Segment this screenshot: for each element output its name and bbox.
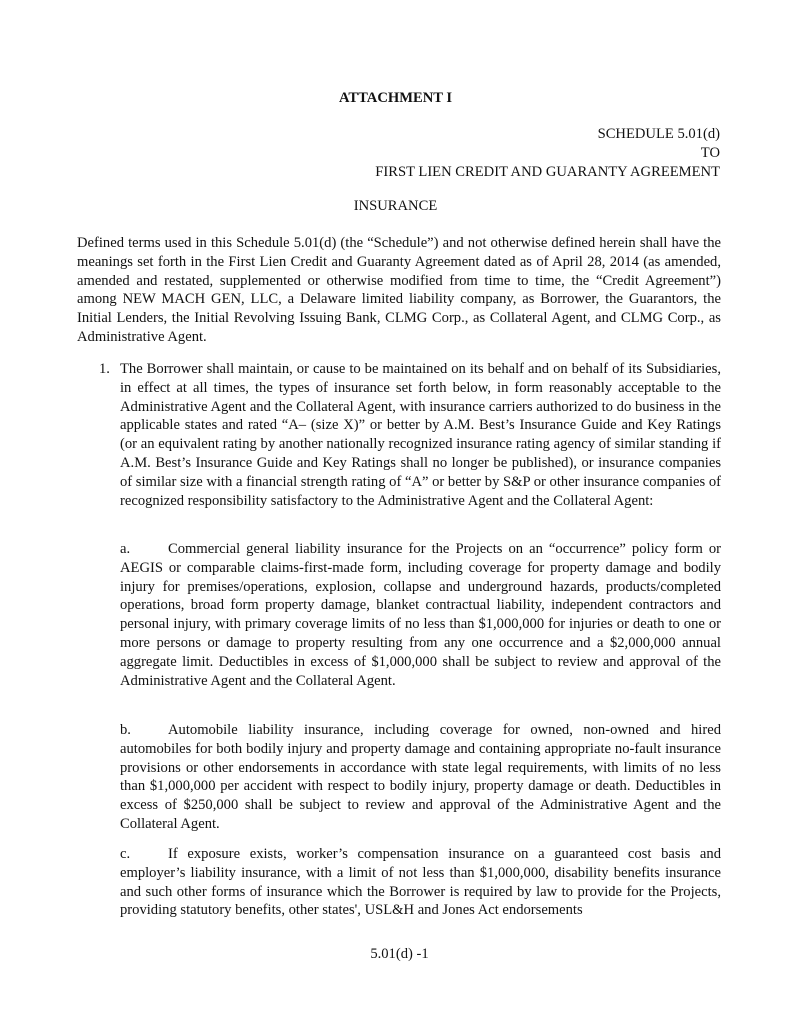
section-heading (0, 198, 799, 215)
subitem-letter: c. (120, 846, 131, 862)
subitem-text: Commercial general liability insurance for the Projects on an “occurrence” policy form or AEGIS or comparable claims-first-made form, including coverage for property damage and bodily injury for premises/operations, explosion, collapse and underground hazards, products/completed operations, broad form property damage, blanket contractual liability, independent contractors and personal injury, with primary coverage limits of no less than $1,000,000 for injuries or death to one or more persons or damage to property resulting from any one occurrence and a $2,000,000 annual aggregate limit. Deductibles in excess of $1,000,000 shall be subject to review and approval of the Administrative Agent and the Collateral Agent. (120, 541, 721, 689)
subitem-b (120, 721, 721, 834)
schedule-header (375, 125, 720, 182)
page-footer (0, 946, 799, 963)
attachment-title-text: ATTACHMENT I (338, 90, 453, 106)
schedule-line: TO (700, 145, 720, 161)
subitem-c (120, 845, 721, 920)
attachment-title (0, 90, 799, 107)
page-number: 5.01(d) -1 (370, 946, 429, 962)
subitem-text: Automobile liability insurance, including coverage for owned, non-owned and hired automobiles for both bodily injury and property damage and containing appropriate no-fault insurance provisions or other endorsements in accordance with state legal requirements, with limits of no less than $1,000,000 per accident with respect to bodily injury, property damage or death. Deductibles in excess of $250,000 shall be subject to review and approval of the Administrative Agent and the Collateral Agent. (120, 722, 721, 832)
item-number: 1. (99, 361, 110, 377)
subitem-letter: b. (120, 722, 131, 738)
subitem-letter: a. (120, 541, 131, 557)
schedule-line: FIRST LIEN CREDIT AND GUARANTY AGREEMENT (375, 164, 720, 180)
item-1-paragraph: The Borrower shall maintain, or cause to be maintained on its behalf and on behalf of its Subsidiaries, in effect at all times, the types of insurance set forth below, in form reasonably acceptable to the Administrative Agent and the Collateral Agent, with insurance carriers authorized to do business in the applicable states and rated “A– (size X)” or better by A.M. Best’s Insurance Guide and Key Ratings (or an equivalent rating by another nationally recognized insurance rating agency of similar standing if A.M. Best’s Insurance Guide and Key Ratings shall no longer be published), or insurance companies of similar size with a financial strength rating of “A” or better by S&P or other insurance companies of recognized responsibility satisfactory to the Administrative Agent and the Collateral Agent: (120, 361, 721, 509)
subitem-text: If exposure exists, worker’s compensation insurance on a guaranteed cost basis and employer’s liability insurance, with a limit of not less than $1,000,000, disability benefits insurance and such other forms of insurance which the Borrower is required by law to provide for the Projects, providing statutory benefits, other states', USL&H and Jones Act endorsements (120, 846, 721, 919)
schedule-line: SCHEDULE 5.01(d) (597, 126, 720, 142)
section-heading-text: INSURANCE (353, 198, 438, 214)
subitem-a (120, 540, 721, 690)
intro-paragraph: Defined terms used in this Schedule 5.01(d) (the “Schedule”) and not otherwise defined herein shall have the meanings set forth in the First Lien Credit and Guaranty Agreement dated as of April 28, 2014 (as amended, amended and restated, supplemented or otherwise modified from time to time, the “Credit Agreement”) among NEW MACH GEN, LLC, a Delaware limited liability company, as Borrower, the Guarantors, the Initial Lenders, the Initial Revolving Issuing Bank, CLMG Corp., as Collateral Agent, and CLMG Corp., as Administrative Agent. (77, 235, 721, 345)
